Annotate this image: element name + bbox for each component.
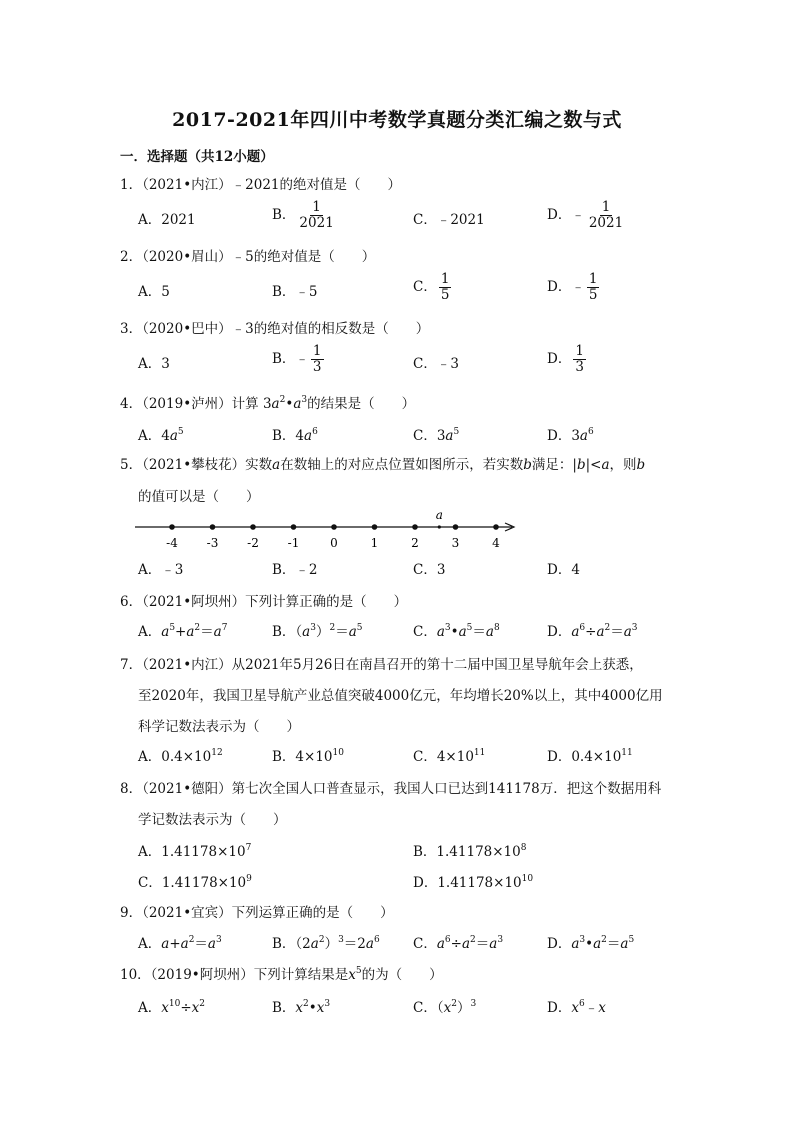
tick-label: 1 <box>370 536 379 550</box>
q3-option-a: A．3 <box>138 356 170 372</box>
q2-c-fraction: $\frac{1}{5}$ <box>440 271 450 303</box>
question-8-line2: 学记数法表示为（ ） <box>138 812 287 828</box>
q2-option-d: D．﹣ $\frac{1}{5}$ <box>547 271 598 303</box>
q9-option-c: C．$a^6\div a^2=a^3$ <box>413 935 504 952</box>
point-a-dot <box>438 525 441 528</box>
q3-d-fraction: $\frac{1}{3}$ <box>575 343 584 375</box>
question-7-line3: 科学记数法表示为（ ） <box>138 719 300 735</box>
question-4-stem: 4．（2019•泸州）计算 $3a^2•a^3$的结果是（ ） <box>120 395 416 412</box>
tick-label: -4 <box>166 536 178 550</box>
q3-option-c: C．﹣3 <box>413 356 459 372</box>
q1-option-b: B． $\frac{1}{2021}$ <box>272 199 334 231</box>
q3-option-b: B．﹣ $\frac{1}{3}$ <box>272 343 322 375</box>
q6-option-c: C．$a^3•a^5=a^8$ <box>413 623 500 640</box>
tick-label: 2 <box>411 536 419 550</box>
question-2-stem: 2．（2020•眉山）﹣5的绝对值是（ ） <box>120 249 376 265</box>
q4-option-b: B．$4a^6$ <box>272 427 318 444</box>
q1-b-fraction: $\frac{1}{2021}$ <box>299 199 334 231</box>
number-line <box>130 505 530 555</box>
q5-option-b: B．﹣2 <box>272 562 318 578</box>
q8-option-b: B．$1.41178\times 10^8$ <box>413 843 527 860</box>
q7-option-a: A．$0.4\times 10^{12}$ <box>138 748 223 765</box>
tick-label: 0 <box>330 536 338 550</box>
q1-d-fraction: $\frac{1}{2021}$ <box>588 199 624 231</box>
q1-option-d: D．﹣ $\frac{1}{2021}$ <box>547 199 624 231</box>
q7-option-b: B．$4\times 10^{10}$ <box>272 748 344 765</box>
tick-dot <box>412 524 418 530</box>
tick-label: -3 <box>206 536 219 550</box>
q10-option-b: B．$x^2•x^3$ <box>272 999 331 1016</box>
q8-option-d: D．$1.41178\times 10^{10}$ <box>413 874 534 891</box>
q4-option-c: C．$3a^5$ <box>413 427 460 444</box>
q10-option-a: A．$x^{10}\div x^2$ <box>138 999 205 1016</box>
tick-label: -1 <box>287 536 300 550</box>
tick-dot <box>210 524 216 530</box>
page-title: 2017-2021年四川中考数学真题分类汇编之数与式 <box>172 109 622 131</box>
q3-option-d: D． $\frac{1}{3}$ <box>547 343 584 375</box>
q5-option-c: C．3 <box>413 562 446 578</box>
tick-label: -2 <box>247 536 259 550</box>
q1-option-a: A．2021 <box>138 212 196 228</box>
q2-option-c: C． $\frac{1}{5}$ <box>413 271 450 303</box>
section-heading: 一．选择题（共12小题） <box>120 149 274 165</box>
question-7-line2: 至2020年，我国卫星导航产业总值突破4000亿元，年均增长20%以上，其中4000亿用 <box>138 688 663 704</box>
question-6-stem: 6．（2021•阿坝州）下列计算正确的是（ ） <box>120 594 408 610</box>
q7-option-c: C．$4\times 10^{11}$ <box>413 748 486 765</box>
q6-option-a: A．$a^5+a^2=a^7$ <box>138 623 228 640</box>
q2-d-fraction: $\frac{1}{5}$ <box>588 271 598 303</box>
tick-dot <box>331 524 337 530</box>
question-3-stem: 3．（2020•巴中）﹣3的绝对值的相反数是（ ） <box>120 321 430 337</box>
q10-option-d: D．$x^6﹣x$ <box>547 999 606 1016</box>
question-1-stem: 1．（2021•内江）﹣2021的绝对值是（ ） <box>120 177 402 193</box>
q2-option-a: A．5 <box>138 284 170 300</box>
question-5-stem-line2: 的值可以是（ ） <box>138 489 260 505</box>
q9-option-b: B．$(2a^2)^3=2a^6$ <box>272 935 380 952</box>
tick-dot <box>372 524 378 530</box>
tick-dot <box>493 524 499 530</box>
q8-option-a: A．$1.41178\times 10^7$ <box>138 843 252 860</box>
tick-dot <box>291 524 297 530</box>
q8-option-c: C．$1.41178\times 10^9$ <box>138 874 252 891</box>
question-10-stem: 10．（2019•阿坝州）下列计算结果是$x^5$的为（ ） <box>120 966 443 983</box>
tick-label: 4 <box>492 536 500 550</box>
q9-option-a: A．$a+a^2=a^3$ <box>138 935 222 952</box>
tick-dot <box>453 524 459 530</box>
q4-option-d: D．$3a^6$ <box>547 427 594 444</box>
q3-b-fraction: $\frac{1}{3}$ <box>312 343 322 375</box>
tick-dot <box>169 524 175 530</box>
point-a-label: a <box>435 508 443 522</box>
q6-option-b: B．$(a^3)^2=a^5$ <box>272 623 363 640</box>
question-7-line1: 7．（2021•内江）从2021年5月26日在南昌召开的第十二届中国卫星导航年会上获悉， <box>120 657 643 673</box>
q9-option-d: D．$a^3•a^2=a^5$ <box>547 935 635 952</box>
q7-option-d: D．$0.4\times 10^{11}$ <box>547 748 633 765</box>
q2-option-b: B．﹣5 <box>272 284 318 300</box>
q4-option-a: A．$4a^5$ <box>138 427 184 444</box>
question-8-line1: 8．（2021•德阳）第七次全国人口普查显示，我国人口已达到141178万．把这个数据用科 <box>120 781 662 797</box>
question-5-stem-line1: 5．（2021•攀枝花）实数a在数轴上的对应点位置如图所示，若实数b满足：|b|<a，则b <box>120 457 646 473</box>
tick-label: 3 <box>451 536 460 550</box>
q6-option-d: D．$a^6\div a^2=a^3$ <box>547 623 638 640</box>
q10-option-c: C．$(x^2)^3$ <box>413 999 477 1016</box>
q5-option-d: D．4 <box>547 562 580 578</box>
q5-option-a: A．﹣3 <box>138 562 184 578</box>
tick-dot <box>250 524 256 530</box>
q1-option-c: C．﹣2021 <box>413 212 485 228</box>
question-9-stem: 9．（2021•宜宾）下列运算正确的是（ ） <box>120 905 394 921</box>
